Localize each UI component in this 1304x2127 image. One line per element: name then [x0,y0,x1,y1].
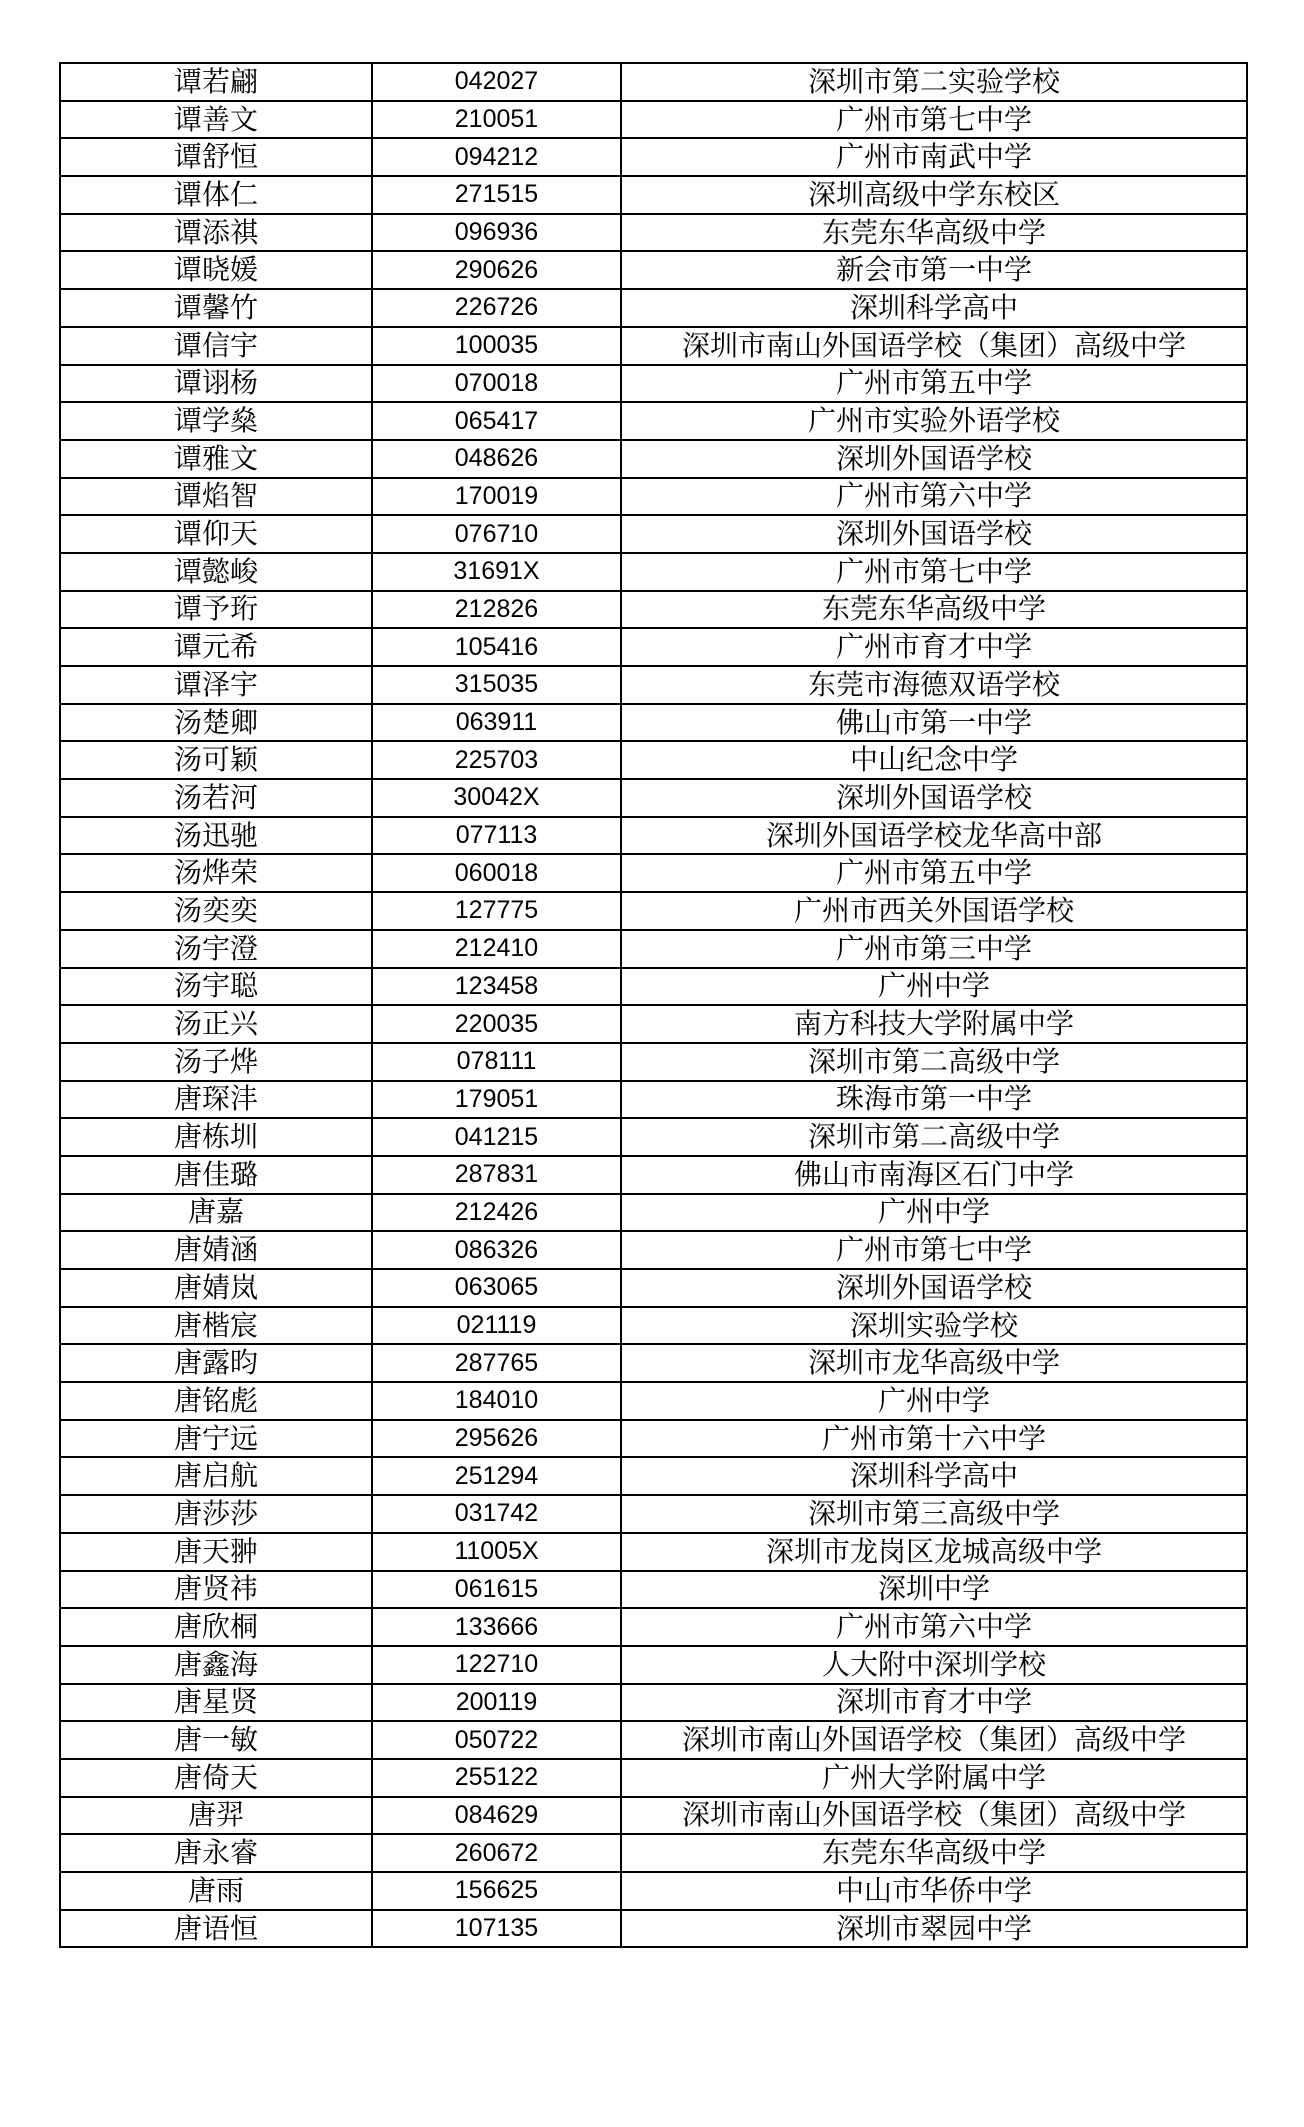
name-cell: 谭学燊 [60,402,372,440]
name-cell: 汤可颖 [60,741,372,779]
table-row [60,854,1247,892]
school-cell: 广州市第七中学 [621,101,1247,139]
id-cell: 255122 [372,1759,621,1797]
student-table-body [60,63,1247,1947]
school-cell: 深圳实验学校 [621,1307,1247,1345]
table-row [60,176,1247,214]
name-cell: 唐天翀 [60,1533,372,1571]
table-row [60,741,1247,779]
table-row [60,138,1247,176]
table-row [60,1457,1247,1495]
id-cell: 041215 [372,1118,621,1156]
id-cell: 212426 [372,1194,621,1232]
name-cell: 汤烨荣 [60,854,372,892]
table-row [60,1269,1247,1307]
school-cell: 广州中学 [621,1382,1247,1420]
name-cell: 谭体仁 [60,176,372,214]
table-row [60,1382,1247,1420]
name-cell: 唐欣桐 [60,1608,372,1646]
id-cell: 260672 [372,1834,621,1872]
id-cell: 200119 [372,1684,621,1722]
table-row [60,214,1247,252]
id-cell: 060018 [372,854,621,892]
table-row [60,1043,1247,1081]
name-cell: 谭雅文 [60,440,372,478]
id-cell: 086326 [372,1231,621,1269]
table-row [60,440,1247,478]
id-cell: 021119 [372,1307,621,1345]
name-cell: 唐露昀 [60,1344,372,1382]
id-cell: 061615 [372,1571,621,1609]
school-cell: 广州市第十六中学 [621,1420,1247,1458]
school-cell: 深圳外国语学校 [621,779,1247,817]
school-cell: 广州市育才中学 [621,628,1247,666]
table-row [60,327,1247,365]
table-row [60,63,1247,101]
name-cell: 谭懿峻 [60,553,372,591]
school-cell: 深圳高级中学东校区 [621,176,1247,214]
table-row [60,779,1247,817]
school-cell: 广州市第七中学 [621,553,1247,591]
name-cell: 唐莎莎 [60,1495,372,1533]
table-row [60,553,1247,591]
name-cell: 唐佳璐 [60,1156,372,1194]
name-cell: 唐宁远 [60,1420,372,1458]
name-cell: 唐羿 [60,1797,372,1835]
school-cell: 广州市第六中学 [621,478,1247,516]
school-cell: 深圳市第三高级中学 [621,1495,1247,1533]
table-row [60,1344,1247,1382]
name-cell: 谭仰天 [60,515,372,553]
name-cell: 汤宇聪 [60,968,372,1006]
name-cell: 唐启航 [60,1457,372,1495]
school-cell: 中山纪念中学 [621,741,1247,779]
table-row [60,892,1247,930]
table-row [60,1081,1247,1119]
id-cell: 065417 [372,402,621,440]
school-cell: 广州中学 [621,968,1247,1006]
school-cell: 深圳科学高中 [621,1457,1247,1495]
id-cell: 133666 [372,1608,621,1646]
table-row [60,1872,1247,1910]
table-row [60,1834,1247,1872]
school-cell: 深圳市翠园中学 [621,1910,1247,1948]
school-cell: 深圳市第二高级中学 [621,1118,1247,1156]
table-row [60,402,1247,440]
school-cell: 东莞东华高级中学 [621,1834,1247,1872]
id-cell: 315035 [372,666,621,704]
name-cell: 唐倚天 [60,1759,372,1797]
id-cell: 076710 [372,515,621,553]
school-cell: 广州中学 [621,1194,1247,1232]
id-cell: 077113 [372,817,621,855]
id-cell: 063065 [372,1269,621,1307]
name-cell: 唐星贤 [60,1684,372,1722]
table-row [60,365,1247,403]
name-cell: 唐楷宸 [60,1307,372,1345]
school-cell: 深圳外国语学校龙华高中部 [621,817,1247,855]
id-cell: 271515 [372,176,621,214]
school-cell: 广州市第六中学 [621,1608,1247,1646]
id-cell: 100035 [372,327,621,365]
name-cell: 谭予珩 [60,591,372,629]
table-row [60,591,1247,629]
id-cell: 251294 [372,1457,621,1495]
name-cell: 唐栋圳 [60,1118,372,1156]
school-cell: 广州市第五中学 [621,365,1247,403]
school-cell: 佛山市第一中学 [621,704,1247,742]
school-cell: 深圳市第二高级中学 [621,1043,1247,1081]
school-cell: 深圳科学高中 [621,289,1247,327]
table-row [60,1231,1247,1269]
id-cell: 084629 [372,1797,621,1835]
school-cell: 深圳市育才中学 [621,1684,1247,1722]
name-cell: 谭信宇 [60,327,372,365]
school-cell: 人大附中深圳学校 [621,1646,1247,1684]
school-cell: 珠海市第一中学 [621,1081,1247,1119]
name-cell: 唐语恒 [60,1910,372,1948]
id-cell: 107135 [372,1910,621,1948]
name-cell: 汤正兴 [60,1005,372,1043]
name-cell: 唐嘉 [60,1194,372,1232]
id-cell: 096936 [372,214,621,252]
school-cell: 佛山市南海区石门中学 [621,1156,1247,1194]
school-cell: 深圳中学 [621,1571,1247,1609]
id-cell: 295626 [372,1420,621,1458]
name-cell: 汤若河 [60,779,372,817]
id-cell: 123458 [372,968,621,1006]
table-row [60,1759,1247,1797]
school-cell: 深圳市第二实验学校 [621,63,1247,101]
table-row [60,1571,1247,1609]
name-cell: 唐婧岚 [60,1269,372,1307]
name-cell: 汤子烨 [60,1043,372,1081]
school-cell: 深圳外国语学校 [621,440,1247,478]
table-row [60,478,1247,516]
name-cell: 谭焰智 [60,478,372,516]
table-row [60,1118,1247,1156]
name-cell: 唐婧涵 [60,1231,372,1269]
table-row [60,704,1247,742]
id-cell: 070018 [372,365,621,403]
name-cell: 谭泽宇 [60,666,372,704]
school-cell: 深圳外国语学校 [621,1269,1247,1307]
name-cell: 谭善文 [60,101,372,139]
table-row [60,1005,1247,1043]
table-row [60,1684,1247,1722]
name-cell: 唐贤祎 [60,1571,372,1609]
id-cell: 170019 [372,478,621,516]
id-cell: 184010 [372,1382,621,1420]
school-cell: 东莞东华高级中学 [621,591,1247,629]
name-cell: 谭元希 [60,628,372,666]
id-cell: 212410 [372,930,621,968]
name-cell: 唐琛沣 [60,1081,372,1119]
id-cell: 094212 [372,138,621,176]
table-row [60,1721,1247,1759]
school-cell: 广州市第五中学 [621,854,1247,892]
school-cell: 广州市第三中学 [621,930,1247,968]
table-row [60,1646,1247,1684]
id-cell: 287831 [372,1156,621,1194]
school-cell: 深圳市龙华高级中学 [621,1344,1247,1382]
name-cell: 唐铭彪 [60,1382,372,1420]
school-cell: 新会市第一中学 [621,251,1247,289]
table-row [60,817,1247,855]
school-cell: 广州市实验外语学校 [621,402,1247,440]
id-cell: 122710 [372,1646,621,1684]
id-cell: 30042X [372,779,621,817]
name-cell: 汤楚卿 [60,704,372,742]
school-cell: 中山市华侨中学 [621,1872,1247,1910]
table-row [60,1495,1247,1533]
name-cell: 汤迅驰 [60,817,372,855]
id-cell: 063911 [372,704,621,742]
table-row [60,251,1247,289]
school-cell: 深圳外国语学校 [621,515,1247,553]
id-cell: 226726 [372,289,621,327]
id-cell: 048626 [372,440,621,478]
table-row [60,1420,1247,1458]
school-cell: 深圳市南山外国语学校（集团）高级中学 [621,327,1247,365]
table-row [60,101,1247,139]
id-cell: 127775 [372,892,621,930]
id-cell: 11005X [372,1533,621,1571]
name-cell: 唐鑫海 [60,1646,372,1684]
table-row [60,1910,1247,1948]
school-cell: 南方科技大学附属中学 [621,1005,1247,1043]
table-row [60,666,1247,704]
name-cell: 谭馨竹 [60,289,372,327]
name-cell: 谭添祺 [60,214,372,252]
table-row [60,1533,1247,1571]
name-cell: 谭诩杨 [60,365,372,403]
name-cell: 唐一敏 [60,1721,372,1759]
table-row [60,628,1247,666]
id-cell: 042027 [372,63,621,101]
school-cell: 东莞市海德双语学校 [621,666,1247,704]
table-row [60,1307,1247,1345]
id-cell: 220035 [372,1005,621,1043]
name-cell: 唐永睿 [60,1834,372,1872]
table-row [60,930,1247,968]
table-row [60,1194,1247,1232]
id-cell: 179051 [372,1081,621,1119]
school-cell: 广州市第七中学 [621,1231,1247,1269]
name-cell: 谭若翩 [60,63,372,101]
id-cell: 050722 [372,1721,621,1759]
table-row [60,1797,1247,1835]
table-row [60,1608,1247,1646]
id-cell: 287765 [372,1344,621,1382]
school-cell: 广州市西关外国语学校 [621,892,1247,930]
table-row [60,515,1247,553]
id-cell: 212826 [372,591,621,629]
id-cell: 156625 [372,1872,621,1910]
name-cell: 汤奕奕 [60,892,372,930]
name-cell: 唐雨 [60,1872,372,1910]
name-cell: 谭舒恒 [60,138,372,176]
name-cell: 谭晓媛 [60,251,372,289]
id-cell: 105416 [372,628,621,666]
school-cell: 深圳市南山外国语学校（集团）高级中学 [621,1721,1247,1759]
id-cell: 225703 [372,741,621,779]
table-row [60,289,1247,327]
id-cell: 31691X [372,553,621,591]
school-cell: 广州大学附属中学 [621,1759,1247,1797]
school-cell: 广州市南武中学 [621,138,1247,176]
id-cell: 210051 [372,101,621,139]
student-table [59,62,1248,1948]
id-cell: 031742 [372,1495,621,1533]
name-cell: 汤宇澄 [60,930,372,968]
table-row [60,968,1247,1006]
id-cell: 078111 [372,1043,621,1081]
table-row [60,1156,1247,1194]
school-cell: 深圳市南山外国语学校（集团）高级中学 [621,1797,1247,1835]
school-cell: 深圳市龙岗区龙城高级中学 [621,1533,1247,1571]
id-cell: 290626 [372,251,621,289]
school-cell: 东莞东华高级中学 [621,214,1247,252]
